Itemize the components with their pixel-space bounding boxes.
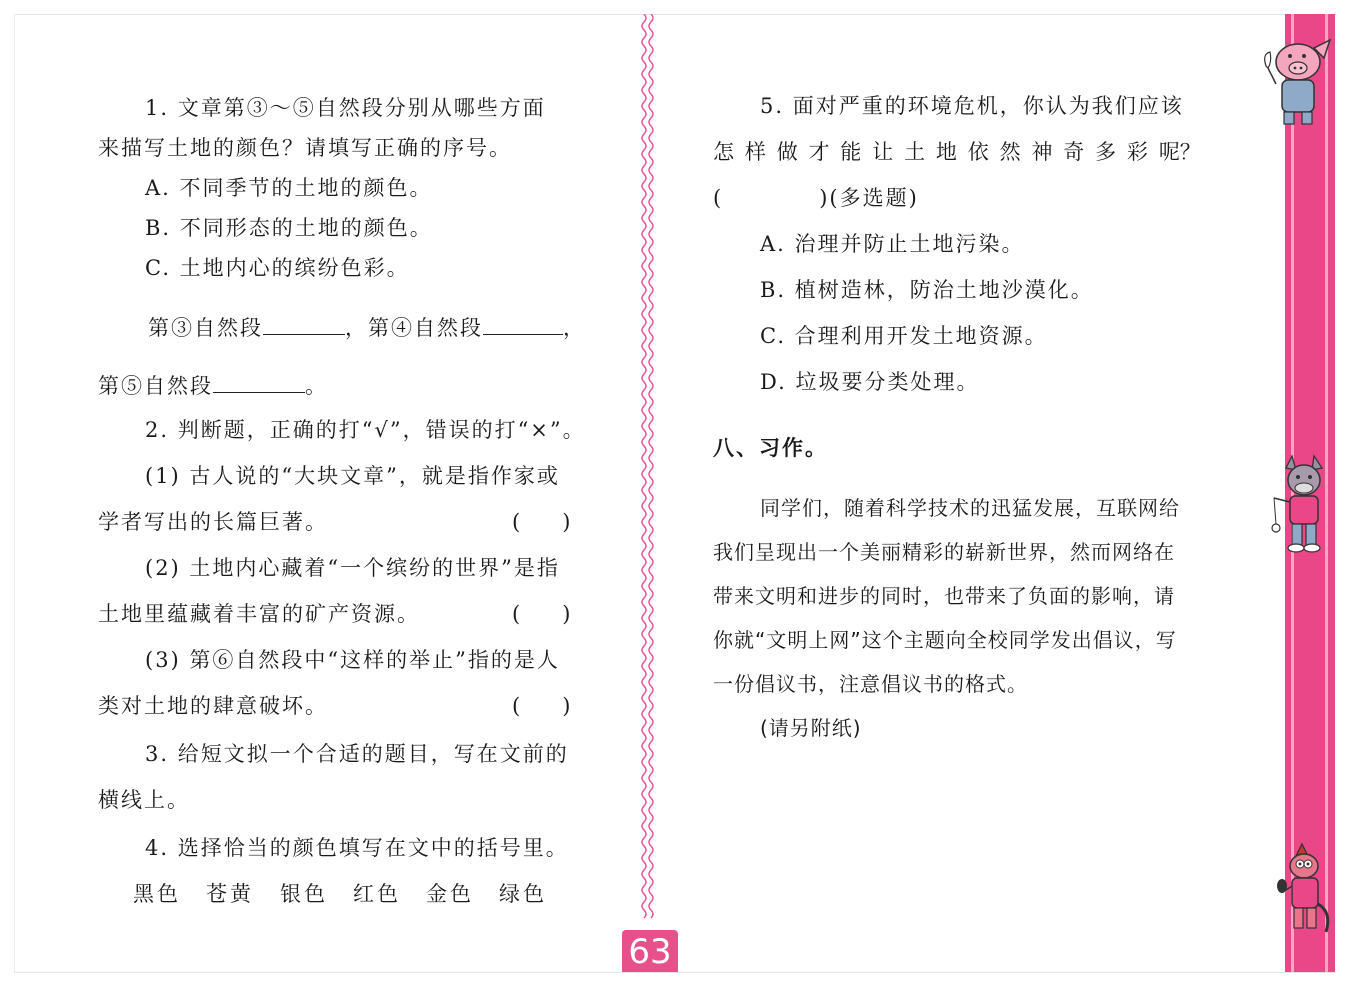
q1-option-a: A. 不同季节的土地的颜色。 xyxy=(145,176,433,200)
page-edge-bottom xyxy=(14,972,1336,973)
q3-line2: 横线上。 xyxy=(98,788,190,812)
q5-line2 xyxy=(713,138,1201,166)
color-option-sallow: 苍黄 xyxy=(206,882,254,906)
q5-option-a: A. 治理并防止土地污染。 xyxy=(760,232,1025,256)
pig-mascot-icon xyxy=(1258,36,1336,128)
q1-option-c: C. 土地内心的缤纷色彩。 xyxy=(145,256,410,280)
q3-line1: 3. 给短文拟一个合适的题目，写在文前的 xyxy=(145,742,569,766)
fill-blank-para3[interactable] xyxy=(263,312,345,335)
q1-line1: 1. 文章第③～⑤自然段分别从哪些方面 xyxy=(145,96,546,120)
color-option-gold: 金色 xyxy=(426,882,474,906)
color-option-green: 绿色 xyxy=(499,882,547,906)
q2-item1-line2: 学者写出的长篇巨著。 xyxy=(98,510,328,534)
answer-bracket-2[interactable]: ( ) xyxy=(512,602,571,626)
q2-item2-line1: (2) 土地内心藏着“一个缤纷的世界”是指 xyxy=(145,556,560,580)
fill-period: 。 xyxy=(305,374,328,398)
q2-intro: 2. 判断题，正确的打“√”，错误的打“×”。 xyxy=(145,418,586,442)
essay-line3: 带来文明和进步的同时，也带来了负面的影响，请 xyxy=(713,584,1175,608)
q2-item3-line2: 类对土地的肆意破坏。 xyxy=(98,694,328,718)
essay-line5: 一份倡议书，注意倡议书的格式。 xyxy=(713,672,1028,696)
answer-bracket-1[interactable]: ( ) xyxy=(512,510,571,534)
color-option-red: 红色 xyxy=(353,882,401,906)
q5-option-d: D. 垃圾要分类处理。 xyxy=(760,370,980,394)
q2-item1-line1: (1) 古人说的“大块文章”，就是指作家或 xyxy=(145,464,560,488)
q1-line2: 来描写土地的颜色？请填写正确的序号。 xyxy=(98,136,512,160)
q1-fill-line-2 xyxy=(98,370,328,400)
q5-char: 做 xyxy=(776,140,798,164)
q5-char: 神 xyxy=(1031,140,1053,164)
q4-line1: 4. 选择恰当的颜色填写在文中的括号里。 xyxy=(145,836,569,860)
answer-bracket-3[interactable]: ( ) xyxy=(512,694,571,718)
page-edge-left xyxy=(14,14,15,972)
page-edge-top xyxy=(14,14,1336,15)
q5-char: 奇 xyxy=(1063,140,1085,164)
fill-label-para5: 第⑤自然段 xyxy=(98,374,213,398)
multi-choice-note: )(多选题) xyxy=(819,186,919,210)
q5-char: 多 xyxy=(1095,140,1117,164)
q2-item3-line1: (3) 第⑥自然段中“这样的举止”指的是人 xyxy=(145,648,560,672)
answer-bracket-open[interactable]: ( xyxy=(713,186,724,210)
q5-line1: 5. 面对严重的环境危机，你认为我们应该 xyxy=(760,94,1184,118)
q2-item2-line2: 土地里蕴藏着丰富的矿产资源。 xyxy=(98,602,420,626)
page-number: 63 xyxy=(622,930,678,972)
wolf-mascot-icon xyxy=(1268,452,1338,554)
q1-fill-line-1 xyxy=(148,312,586,342)
essay-line4: 你就“文明上网”这个主题向全校同学发出倡议，写 xyxy=(713,628,1177,652)
q5-char: 土 xyxy=(904,140,926,164)
q5-option-b: B. 植树造林，防治土地沙漠化。 xyxy=(760,278,1094,302)
fill-comma: ， xyxy=(563,316,586,340)
q5-char: 怎 xyxy=(713,140,734,164)
fill-label-para4: ，第④自然段 xyxy=(345,316,483,340)
fill-label-para3: 第③自然段 xyxy=(148,316,263,340)
essay-line2: 我们呈现出一个美丽精彩的崭新世界，然而网络在 xyxy=(713,540,1175,564)
section-8-heading: 八、习作。 xyxy=(713,436,828,460)
color-option-black: 黑色 xyxy=(133,882,181,906)
q5-char: 然 xyxy=(999,140,1021,164)
wavy-page-divider xyxy=(640,14,656,920)
essay-line1: 同学们，随着科学技术的迅猛发展，互联网给 xyxy=(760,496,1180,520)
fox-mascot-icon xyxy=(1270,842,1336,940)
q5-char: 让 xyxy=(872,140,894,164)
fill-blank-para4[interactable] xyxy=(483,312,563,335)
essay-note: (请另附纸) xyxy=(760,716,862,740)
q5-char: 地 xyxy=(935,140,957,164)
q5-char: 彩 xyxy=(1126,140,1148,164)
q1-option-b: B. 不同形态的土地的颜色。 xyxy=(145,216,433,240)
fill-blank-para5[interactable] xyxy=(213,370,305,393)
q5-char: 才 xyxy=(808,140,830,164)
q5-char: 依 xyxy=(967,140,989,164)
q5-option-c: C. 合理利用开发土地资源。 xyxy=(760,324,1048,348)
q5-char: 样 xyxy=(744,140,766,164)
q5-char: 能 xyxy=(840,140,862,164)
color-option-silver: 银色 xyxy=(280,882,328,906)
q5-line3 xyxy=(713,184,919,212)
q5-char: 呢？ xyxy=(1158,140,1201,164)
